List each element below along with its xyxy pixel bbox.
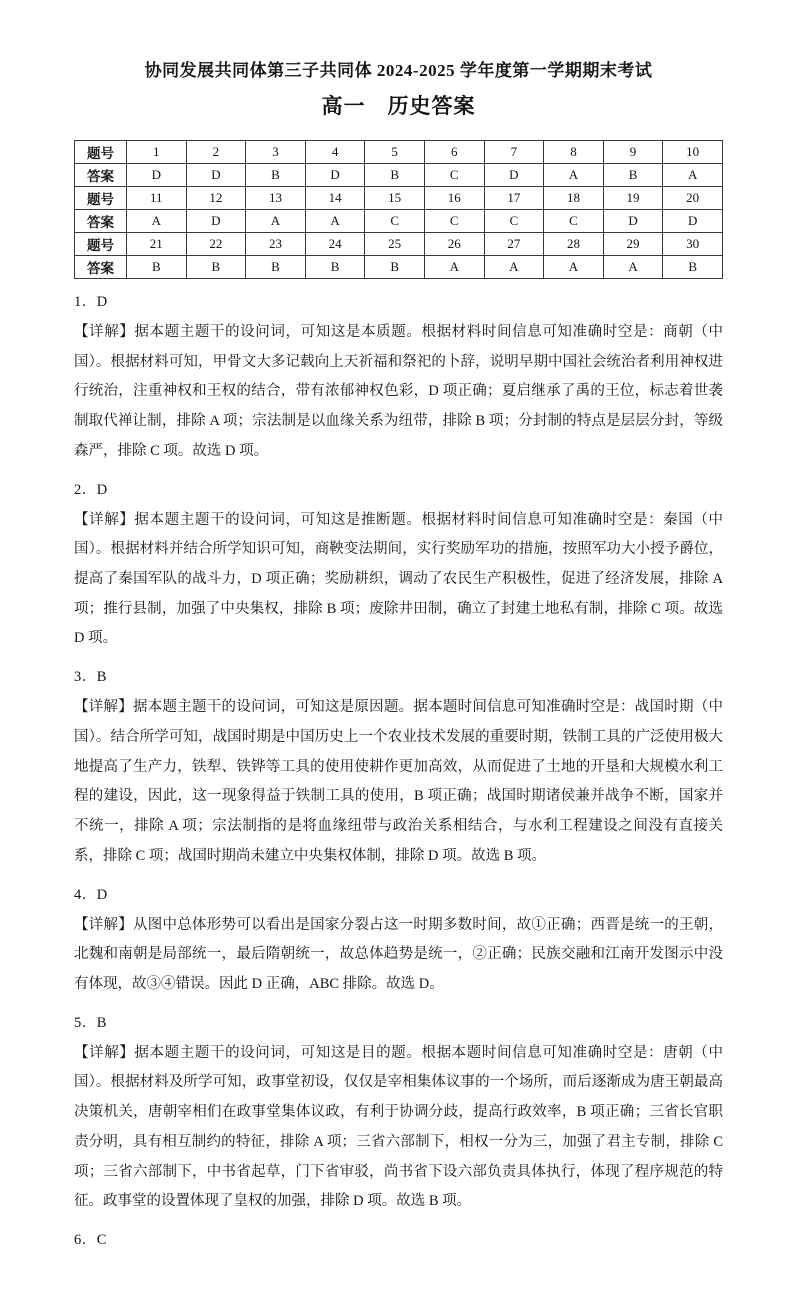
answer-number: 6．C: [74, 1231, 107, 1248]
answer-cell: C: [424, 164, 484, 187]
answer-cell: A: [484, 256, 544, 279]
answer-cell: B: [365, 256, 425, 279]
answer-cell: D: [186, 210, 246, 233]
question-number-cell: 14: [305, 187, 365, 210]
question-number-cell: 15: [365, 187, 425, 210]
answer-cell: B: [246, 164, 306, 187]
answer-cell: B: [663, 256, 723, 279]
answer-detail: 【详解】据本题主题干的设问词，可知这是目的题。根据本题时间信息可知准确时空是：唐朝（中国）。根据材料及所学可知，政事堂初设，仅仅是宰相集体议事的一个场所，而后逐渐成为唐王朝最高决策机关，唐朝宰相们在政事堂集体议政，有利于协调分歧，提高行政效率，B 项正确；三省长官职责分明，具有相互制约的特征，排除 A 项；三省六部制下，相权一分为三，加强了君主专制，排除 C 项；三省六部制下，中书省起草，门下省审驳，尚书省下设六部负责具体执行，体现了程序规范的特征。政事堂的设置体现了皇权的加强，排除 D 项。故选 B 项。: [74, 1044, 723, 1210]
answer-cell: D: [484, 164, 544, 187]
question-number-cell: 16: [424, 187, 484, 210]
question-number-cell: 6: [424, 141, 484, 164]
question-number-cell: 19: [603, 187, 663, 210]
question-number-cell: 27: [484, 233, 544, 256]
question-number-cell: 11: [127, 187, 187, 210]
answer-cell: A: [424, 256, 484, 279]
answer-cell: A: [127, 210, 187, 233]
answer-cell: B: [365, 164, 425, 187]
question-number-cell: 28: [544, 233, 604, 256]
answer-number: 5．B: [74, 1014, 107, 1031]
answer-cell: A: [603, 256, 663, 279]
answer-cell: B: [305, 256, 365, 279]
answer-cell: B: [246, 256, 306, 279]
answer-table-row: [75, 256, 723, 279]
answer-table: [74, 140, 723, 279]
answer-cell: D: [663, 210, 723, 233]
answer-table-row: [75, 164, 723, 187]
answer-cell: C: [544, 210, 604, 233]
answer-number: 4．D: [74, 886, 108, 903]
question-number-cell: 8: [544, 141, 604, 164]
question-number-cell: 22: [186, 233, 246, 256]
exam-subtitle: 高一 历史答案: [321, 94, 476, 118]
question-number-cell: 9: [603, 141, 663, 164]
answer-cell: C: [484, 210, 544, 233]
answer-table-row: [75, 210, 723, 233]
question-number-cell: 2: [186, 141, 246, 164]
question-number-cell: 12: [186, 187, 246, 210]
question-number-cell: 20: [663, 187, 723, 210]
question-number-cell: 4: [305, 141, 365, 164]
answer-detail: 【详解】据本题主题干的设问词，可知这是原因题。据本题时间信息可知准确时空是：战国时期（中国）。结合所学可知，战国时期是中国历史上一个农业技术发展的重要时期，铁制工具的广泛使用极大地提高了生产力，铁犁、铁铧等工具的使用使耕作更加高效，从而促进了土地的开垦和大规模水利工程的建设，因此，这一现象得益于铁制工具的使用，B 项正确；战国时期诸侯兼并战争不断，国家并不统一，排除 A 项；宗法制指的是将血缘纽带与政治关系相结合，与水利工程建设之间没有直接关系，排除 C 项；战国时期尚未建立中央集权体制，排除 D 项。故选 B 项。: [74, 699, 723, 864]
question-number-cell: 18: [544, 187, 604, 210]
answer-cell: C: [424, 210, 484, 233]
question-number-row-label: 题号: [75, 141, 127, 164]
answer-cell: B: [603, 164, 663, 187]
answer-cell: A: [305, 210, 365, 233]
question-number-cell: 5: [365, 141, 425, 164]
answer-row-label: 答案: [75, 256, 127, 279]
answer-cell: A: [544, 256, 604, 279]
question-number-cell: 1: [127, 141, 187, 164]
explanations: [74, 290, 723, 1249]
question-number-cell: 17: [484, 187, 544, 210]
answer-cell: C: [365, 210, 425, 233]
answer-number: 2．D: [74, 481, 108, 498]
answer-table-row: [75, 141, 723, 164]
answer-row-label: 答案: [75, 164, 127, 187]
answer-cell: D: [305, 164, 365, 187]
answer-cell: D: [186, 164, 246, 187]
answer-cell: B: [186, 256, 246, 279]
answer-table-row: [75, 233, 723, 256]
question-number-cell: 23: [246, 233, 306, 256]
question-number-cell: 25: [365, 233, 425, 256]
answer-row-label: 答案: [75, 210, 127, 233]
question-number-cell: 29: [603, 233, 663, 256]
answer-table-row: [75, 187, 723, 210]
answer-cell: A: [246, 210, 306, 233]
question-number-cell: 24: [305, 233, 365, 256]
question-number-cell: 10: [663, 141, 723, 164]
answer-cell: B: [127, 256, 187, 279]
question-number-row-label: 题号: [75, 187, 127, 210]
answer-number: 3．B: [74, 669, 107, 686]
answer-detail: 【详解】据本题主题干的设问词，可知这是推断题。根据材料时间信息可知准确时空是：秦国（中国）。根据材料并结合所学知识可知，商鞅变法期间，实行奖励军功的措施，按照军功大小授予爵位，提高了秦国军队的战斗力，D 项正确；奖励耕织，调动了农民生产积极性，促进了经济发展，排除 A 项；推行县制，加强了中央集权，排除 B 项；废除井田制，确立了封建土地私有制，排除 C 项。故选 D 项。: [74, 511, 723, 647]
answer-cell: A: [663, 164, 723, 187]
exam-title: 协同发展共同体第三子共同体 2024-2025 学年度第一学期期末考试: [144, 61, 653, 80]
answer-cell: D: [127, 164, 187, 187]
question-number-cell: 26: [424, 233, 484, 256]
question-number-cell: 13: [246, 187, 306, 210]
answer-number: 1．D: [74, 294, 108, 310]
answer-table-body: [75, 141, 723, 279]
question-number-cell: 21: [127, 233, 187, 256]
question-number-cell: 7: [484, 141, 544, 164]
question-number-row-label: 题号: [75, 233, 127, 256]
answer-detail: 【详解】据本题主题干的设问词，可知这是本质题。根据材料时间信息可知准确时空是：商朝（中国）。根据材料可知，甲骨文大多记载向上天祈福和祭祀的卜辞，说明早期中国社会统治者利用神权进行统治，注重神权和王权的结合，带有浓郁神权色彩，D 项正确；夏启继承了禹的王位，标志着世袭制取代禅让制，排除 A 项；宗法制是以血缘关系为纽带，排除 B 项；分封制的特点是层层分封，等级森严，排除 C 项。故选 D 项。: [74, 324, 723, 459]
question-number-cell: 30: [663, 233, 723, 256]
answer-detail: 【详解】从图中总体形势可以看出是国家分裂占这一时期多数时间，故①正确；西晋是统一的王朝，北魏和南朝是局部统一，最后隋朝统一，故总体趋势是统一，②正确；民族交融和江南开发图示中没有体现，故③④错误。因此 D 正确，ABC 排除。故选 D。: [74, 916, 723, 992]
question-number-cell: 3: [246, 141, 306, 164]
answer-cell: A: [544, 164, 604, 187]
answer-cell: D: [603, 210, 663, 233]
